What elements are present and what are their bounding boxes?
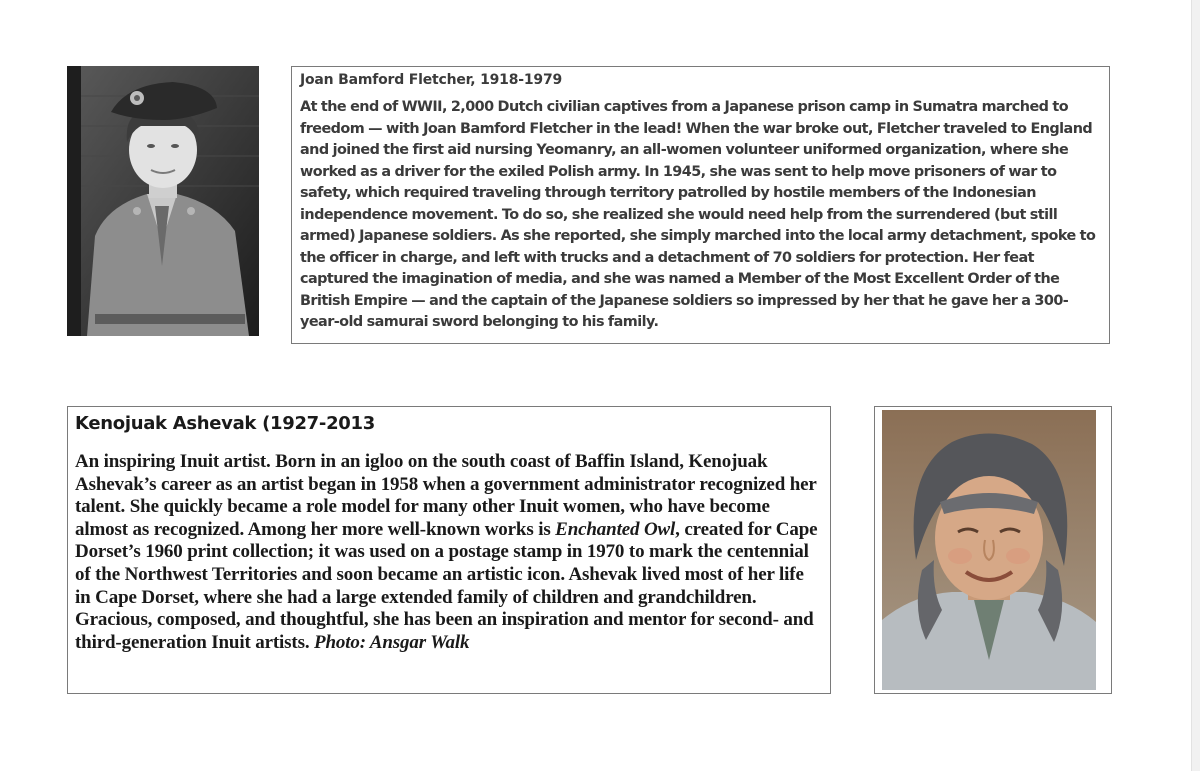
ashevak-work-title: Enchanted Owl — [555, 518, 676, 540]
vertical-scrollbar[interactable] — [1191, 0, 1200, 771]
fletcher-photo — [67, 66, 259, 336]
ashevak-body — [75, 451, 822, 654]
ashevak-portrait-illustration — [882, 410, 1096, 690]
ashevak-body-text-1: An inspiring Inuit artist. Born in an igloo on the south coast of Baffin Island, Kenojuak Ashevak’s career as an artist began in 1958 when a government administrator recognized her talent. She quickly became a role model for many other Inuit women, who have become almost as recognized. Among her more well-known works is — [75, 451, 817, 540]
ashevak-bio-box — [67, 406, 831, 694]
fletcher-title: Joan Bamford Fletcher, 1918-1979 — [300, 72, 563, 88]
ashevak-body-text-2: , created for Cape Dorset’s 1960 print collection; it was used on a postage stamp in 1970 to mark the centennial of the Northwest Territories and soon became an artistic icon. Ashevak lived most of her life in Cape Dorset, where she had a large extended family of children and grandchildren. Gracious, composed, and thoughtful, she has been an inspiration and mentor for second- and third-generation Inuit artists. — [75, 518, 818, 653]
ashevak-photo — [882, 410, 1096, 690]
ashevak-photo-credit: Photo: Ansgar Walk — [314, 631, 470, 653]
ashevak-title: Kenojuak Ashevak (1927-2013 — [75, 413, 375, 434]
fletcher-body: At the end of WWII, 2,000 Dutch civilian captives from a Japanese prison camp in Sumatra marched to freedom — with Joan Bamford Fletcher in the lead! When the war broke out, Fletcher traveled to England and joined the first aid nursing Yeomanry, an all-women volunteer uniformed organization, where she worked as a driver for the exiled Polish army. In 1945, she was sent to help move prisoners of war to safety, which required traveling through territory patrolled by hostile members of the Indonesian independence movement. To do so, she realized she would need help from the surrendered (but still armed) Japanese soldiers. As she reported, she simply marched into the local army detachment, spoke to the officer in charge, and left with trucks and a detachment of 70 soldiers for protection. Her feat captured the imagination of media, and she was named a Member of the Most Excellent Order of the British Empire — and the captain of the Japanese soldiers so impressed by her that he gave her a 300-year-old samurai sword belonging to his family. — [300, 99, 1096, 330]
ashevak-photo-frame — [874, 406, 1112, 694]
fletcher-bio-box — [291, 66, 1110, 344]
fletcher-portrait-illustration — [67, 66, 259, 336]
